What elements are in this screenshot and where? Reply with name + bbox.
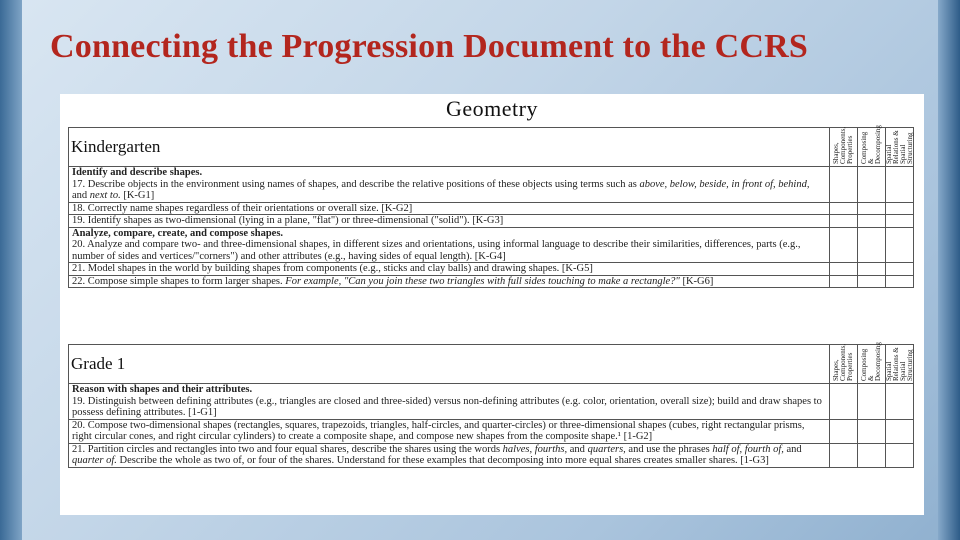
standard-text: 20. Compose two-dimensional shapes (rectangles, squares, trapezoids, triangles, half-circles, and quarter-circles) or three-dimensional shapes (cubes, right rectangular prisms, right circular cones, and right circular cylinders) to create a composite shape, and compose new shapes from the composite shape.¹ [1-G2]	[69, 419, 830, 443]
standard-text: 20. Analyze and compare two- and three-dimensional shapes, in different sizes and orientations, using informal language to describe their similarities, differences, parts (e.g., number of sides and vertices/"corners") and other attributes (e.g., having sides of equal length). [K-G4]	[72, 239, 801, 262]
standard-text: and	[72, 190, 90, 201]
standard-text-italic: half of, fourth of,	[712, 443, 784, 455]
standard-text: 21. Model shapes in the world by building shapes from components (e.g., sticks and clay balls) and drawing shapes. [K-G5]	[69, 263, 830, 276]
standard-text: 19. Identify shapes as two-dimensional (lying in a plane, "flat") or three-dimensional ("solid"). [K-G3]	[69, 215, 830, 228]
grade1-table	[68, 344, 914, 468]
standard-text-italic: For example, "Can you join these two triangles with full sides touching to make a rectangle?"	[285, 275, 680, 287]
standard-code: [K-G1]	[120, 190, 155, 201]
table-row	[69, 443, 914, 467]
column-header-shapes: Shapes, Components, Properties	[832, 343, 854, 381]
standard-text: 17. Describe objects in the environment using names of shapes, and describe the relative positions of these objects using terms such as	[72, 178, 640, 190]
column-header-composing: Composing & Decomposing	[860, 125, 882, 164]
standard-text: 21. Partition circles and rectangles into two and four equal shares, describe the shares using the words	[72, 443, 503, 455]
standard-text: and	[783, 443, 802, 455]
standard-text: and	[567, 443, 588, 455]
cluster-heading: Identify and describe shapes.	[72, 167, 203, 178]
table-row	[69, 263, 914, 276]
document-image	[60, 94, 924, 515]
table-row	[69, 215, 914, 228]
slide-left-edge	[0, 0, 22, 540]
grade-name: Grade 1	[69, 345, 830, 384]
standard-text: Describe the whole as two of, or four of the shares. Understand for these examples that decomposing into more equal shares creates smaller shares. [1-G3]	[116, 455, 769, 466]
document-heading: Geometry	[446, 96, 538, 121]
standard-text-italic: next to.	[89, 190, 121, 201]
standard-text-italic: quarter of.	[72, 455, 117, 466]
standard-code: [K-G6]	[679, 275, 714, 287]
table-row	[69, 167, 914, 203]
table-row	[69, 384, 914, 420]
column-header-composing: Composing & Decomposing	[860, 342, 882, 381]
grade-name: Kindergarten	[69, 128, 830, 167]
table-row	[69, 202, 914, 215]
column-header-spatial: Spatial Relations & Spatial Structuring	[885, 347, 914, 381]
standard-text: and use the phrases	[625, 443, 713, 455]
kindergarten-table	[68, 127, 914, 288]
standard-text-italic: halves, fourths,	[502, 443, 568, 455]
table-row	[69, 419, 914, 443]
standard-text: 18. Correctly name shapes regardless of their orientations or overall size. [K-G2]	[69, 202, 830, 215]
table-row	[69, 227, 914, 263]
standard-text: 19. Distinguish between defining attributes (e.g., triangles are closed and three-sided) versus non-defining attributes (e.g. color, orientation, overall size); build and draw shapes to possess defining attributes. [1-G1]	[72, 395, 822, 418]
standard-text-italic: above, below, beside, in front of, behind,	[639, 178, 810, 190]
slide-title: Connecting the Progression Document to the CCRS	[50, 28, 808, 65]
slide-right-edge	[938, 0, 960, 540]
column-header-shapes: Shapes, Components, Properties	[832, 126, 854, 164]
cluster-heading: Reason with shapes and their attributes.	[72, 384, 253, 395]
column-header-spatial: Spatial Relations & Spatial Structuring	[885, 130, 914, 164]
table-row	[69, 275, 914, 288]
standard-text: 22. Compose simple shapes to form larger shapes.	[72, 275, 286, 287]
cluster-heading: Analyze, compare, create, and compose shapes.	[72, 227, 284, 239]
standard-text-italic: quarters,	[587, 443, 626, 455]
